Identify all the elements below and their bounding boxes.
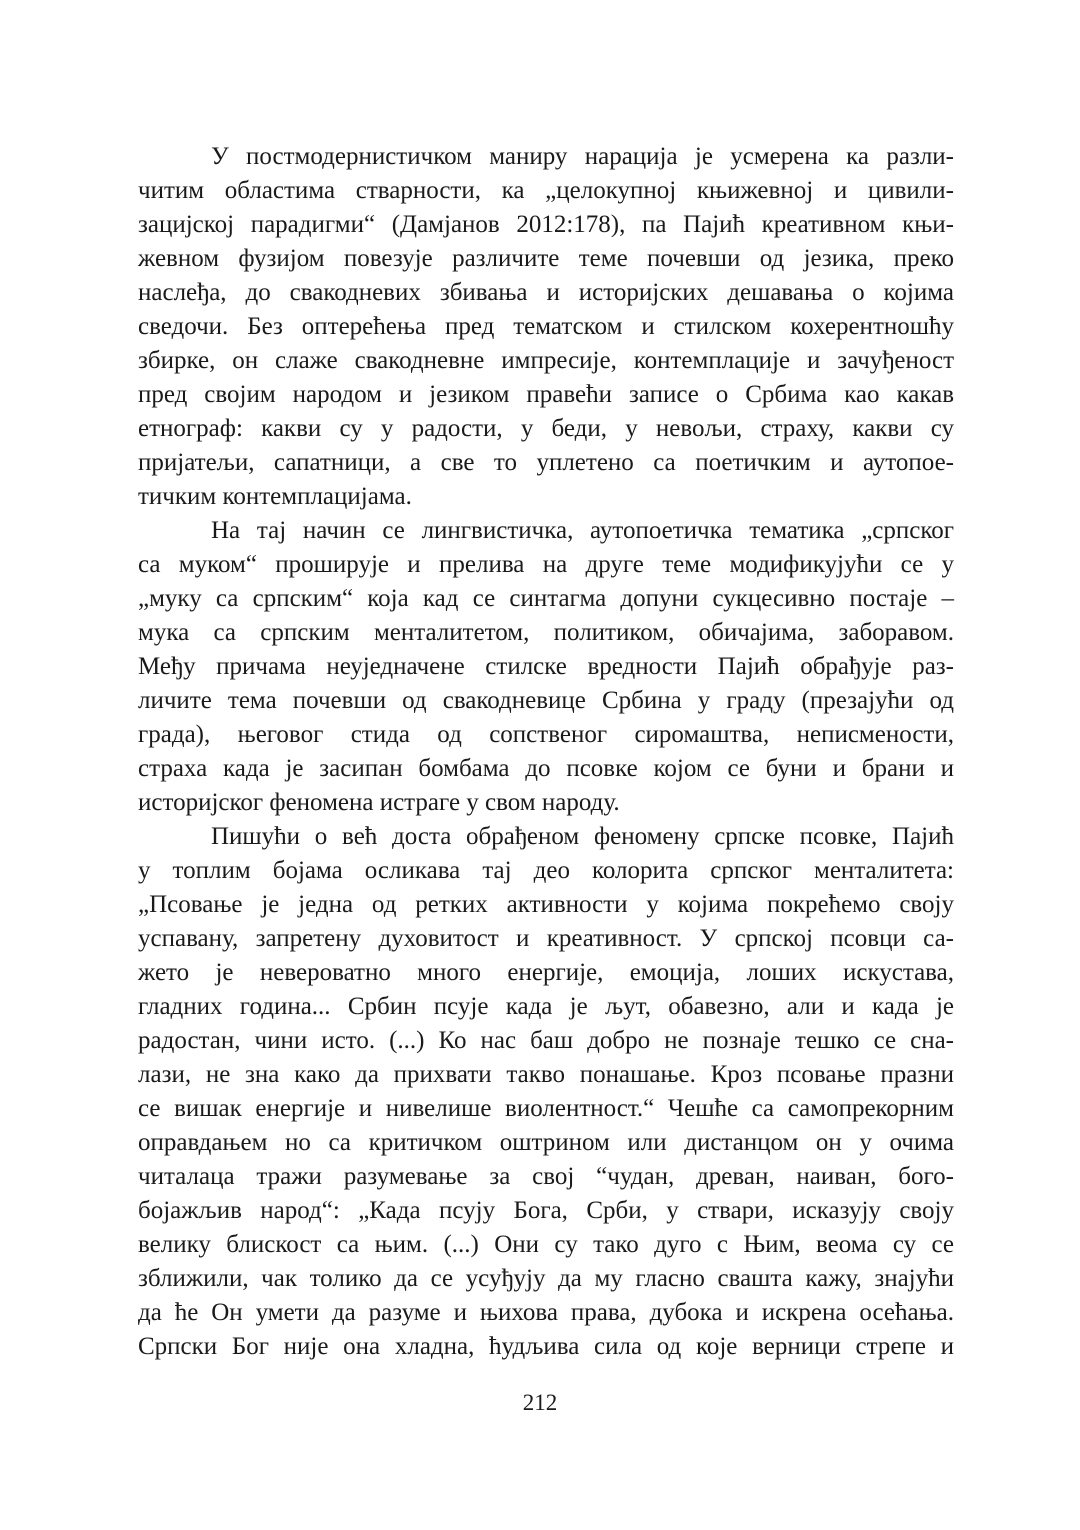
text-line: пред својим народом и језиком правећи записе о Србима као какав <box>138 381 954 408</box>
text-line: се вишак енергије и нивелише виолентност.“ Чешће са самопрекорним <box>138 1095 954 1122</box>
text-line: историјског феномена истраге у свом народу. <box>138 789 620 816</box>
text-line: велику блискост са њим. (...) Они су тако дуго с Њим, веома су се <box>138 1231 954 1258</box>
text-line: оправдањем но са критичком оштрином или дистанцом он у очима <box>138 1129 954 1156</box>
text-line: зацијској парадигми“ (Дамјанов 2012:178), па Пајић креативном књи- <box>138 211 954 238</box>
text-line: наслеђа, до свакодневих збивања и историјских дешавања о којима <box>138 279 954 306</box>
text-line: успавану, запретену духовитост и креативност. У српској псовци са- <box>138 925 954 952</box>
text-line: тичким контемплацијама. <box>138 483 412 510</box>
text-line: зближили, чак толико да се усуђују да му гласно свашта кажу, знајући <box>138 1265 954 1292</box>
text-line: мука са српским менталитетом, политиком, обичајима, заборавом. <box>138 619 954 646</box>
text-line: града), његовог стида од сопственог сиромаштва, неписмености, <box>138 721 954 748</box>
text-line: жето је невероватно много енергије, емоција, лоших искустава, <box>138 959 954 986</box>
text-line: гладних година... Србин псује када је љут, обавезно, али и када је <box>138 993 954 1020</box>
text-line: „Псовање је једна од ретких активности у којима покрећемо своју <box>138 891 954 918</box>
text-line: Пишући о већ доста обрађеном феномену српске псовке, Пајић <box>211 823 954 850</box>
page-number: 212 <box>522 1390 558 1415</box>
text-line: лази, не зна како да прихвати такво понашање. Кроз псовање празни <box>138 1061 954 1088</box>
text-line: радостан, чини исто. (...) Ко нас баш добро не познаје тешко се сна- <box>138 1027 954 1054</box>
text-line: читалаца тражи разумевање за свој “чудан, древан, наиван, бого- <box>138 1163 954 1190</box>
text-line: пријатељи, сапатници, а све то уплетено са поетичким и аутопое- <box>138 449 954 476</box>
text-line: Српски Бог није она хладна, ћудљива сила од које верници стрепе и <box>138 1333 954 1360</box>
paragraph-3 <box>138 820 954 1364</box>
text-line: у топлим бојама осликава тај део колорита српског менталитета: <box>138 857 954 884</box>
text-line: жевном фузијом повезује различите теме почевши од језика, преко <box>138 245 954 272</box>
text-line: бојажљив народ“: „Када псују Бога, Срби, у ствари, исказују своју <box>138 1197 954 1224</box>
text-line: етнограф: какви су у радости, у беди, у невољи, страху, какви су <box>138 415 954 442</box>
text-line: личите тема почевши од свакодневице Србина у граду (презајући од <box>138 687 954 714</box>
text-line: У постмодернистичком маниру нарација је усмерена ка разли- <box>211 143 954 170</box>
page-body <box>138 140 954 1364</box>
text-line: Међу причама неуједначене стилске вредности Пајић обрађује раз- <box>138 653 954 680</box>
text-line: На тај начин се лингвистичка, аутопоетичка тематика „српског <box>211 517 954 544</box>
text-line: збирке, он слаже свакодневне импресије, контемплације и зачуђеност <box>138 347 954 374</box>
text-line: читим областима стварности, ка „целокупној књижевној и цивили- <box>138 177 954 204</box>
paragraph-2 <box>138 514 954 820</box>
text-line: са муком“ проширује и прелива на друге теме модификујући се у <box>138 551 954 578</box>
text-line: сведочи. Без оптерећења пред тематском и стилском кохерентношћу <box>138 313 954 340</box>
text-line: да ће Он умети да разуме и њихова права, дубока и искрена осећања. <box>138 1299 954 1326</box>
text-line: страха када је засипан бомбама до псовке којом се буни и брани и <box>138 755 954 782</box>
paragraph-1 <box>138 140 954 514</box>
text-line: „муку са српским“ која кад се синтагма допуни сукцесивно постаје – <box>138 585 954 612</box>
